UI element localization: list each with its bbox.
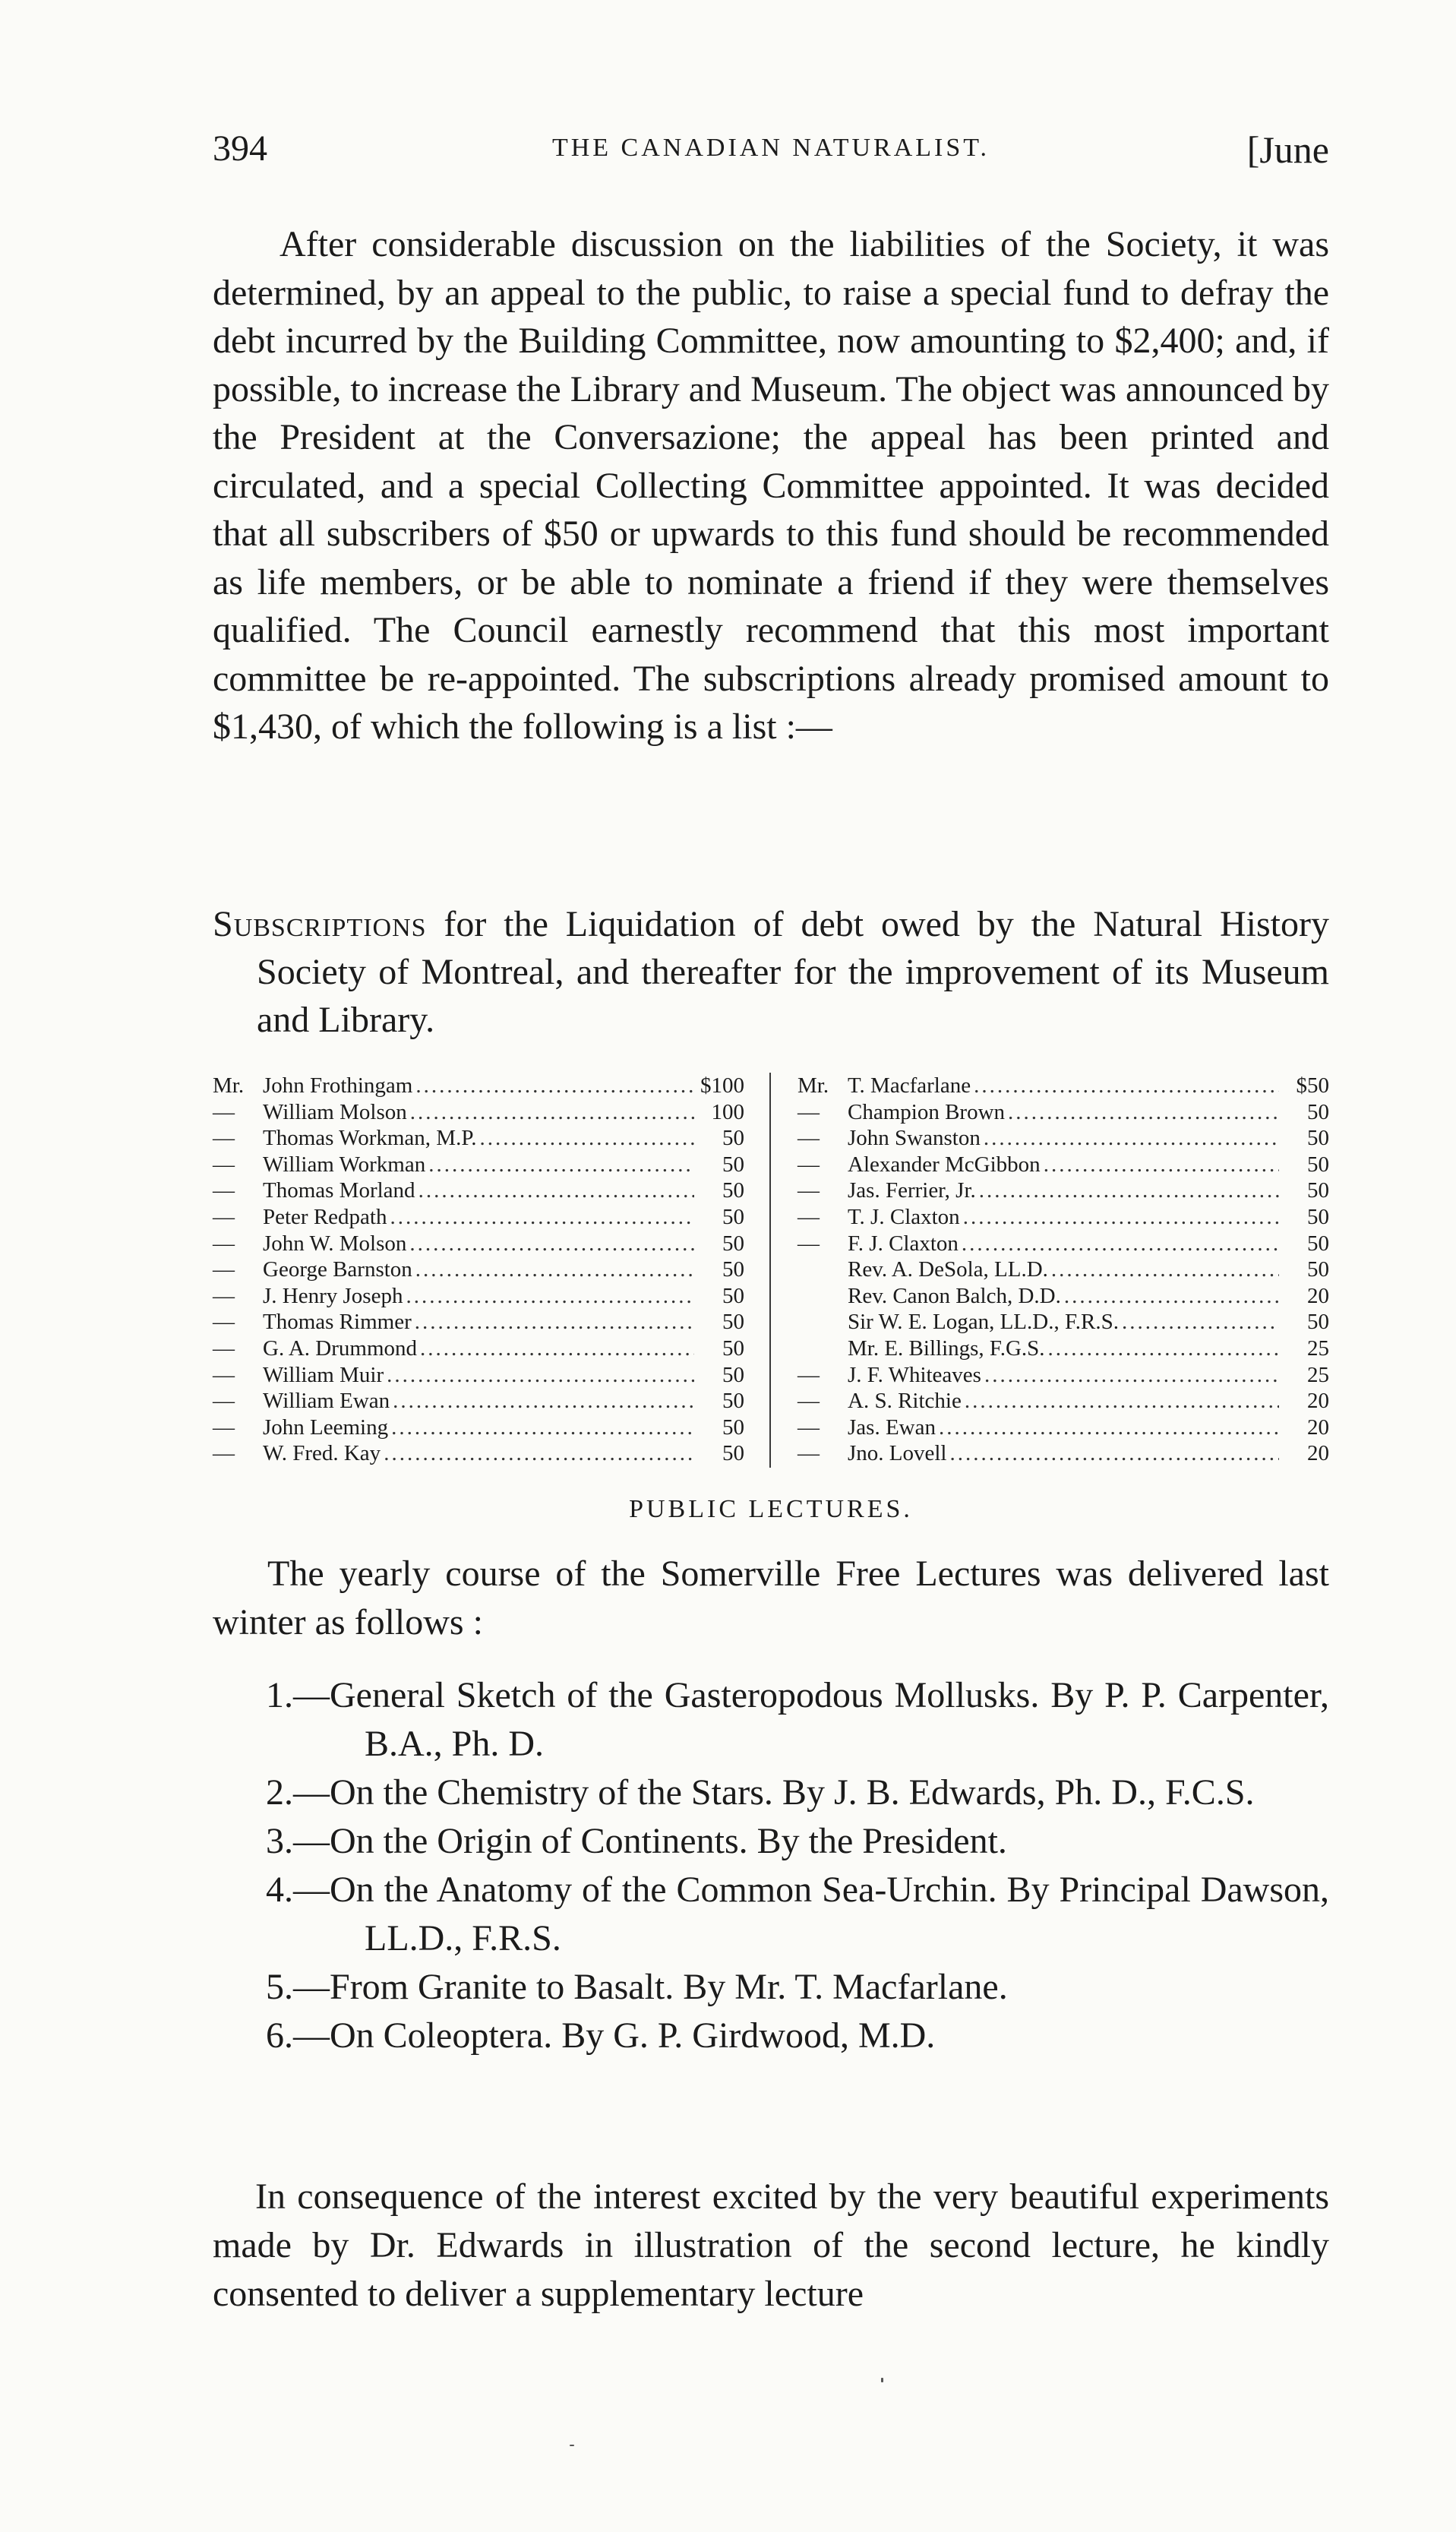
subscriber-name: T. J. Claxton bbox=[848, 1204, 960, 1229]
subscriber-name: Rev. A. DeSola, LL.D. bbox=[848, 1257, 1048, 1282]
leader-dots bbox=[984, 1125, 1279, 1152]
subscription-amount: 50 bbox=[722, 1126, 744, 1151]
subscription-amount: $100 bbox=[700, 1073, 744, 1098]
subscriber-name: Mr. E. Billings, F.G.S. bbox=[848, 1336, 1045, 1361]
subscription-row bbox=[213, 1177, 744, 1204]
subscriber-name: Rev. Canon Balch, D.D. bbox=[848, 1283, 1061, 1308]
subscription-amount: 50 bbox=[1307, 1204, 1329, 1229]
leader-dots bbox=[963, 1204, 1279, 1231]
subscription-row bbox=[797, 1152, 1329, 1178]
lecture-item: 6.—On Coleoptera. By G. P. Girdwood, M.D. bbox=[266, 2015, 936, 2056]
leader-dots bbox=[1048, 1336, 1279, 1362]
subscription-row bbox=[213, 1231, 744, 1257]
leader-dots bbox=[428, 1152, 694, 1178]
subscription-amount: 50 bbox=[722, 1336, 744, 1361]
subscriber-prefix: — bbox=[213, 1283, 235, 1308]
lectures-intro: The yearly course of the Somerville Free Lectures was delivered last winter as follows : bbox=[213, 1554, 1329, 1642]
subscriptions-left-column bbox=[213, 1073, 744, 1467]
lecture-item: 1.—General Sketch of the Gasteropodous Mollusks. By P. P. Carpenter, B.A., Ph. D. bbox=[266, 1675, 1329, 1764]
subscription-amount: 50 bbox=[1307, 1257, 1329, 1282]
subscription-amount: 25 bbox=[1307, 1362, 1329, 1387]
subscriber-name: Jno. Lovell bbox=[848, 1441, 947, 1466]
subscriptions-table bbox=[213, 1073, 1329, 1468]
subscription-amount: 50 bbox=[722, 1441, 744, 1466]
subscription-amount: 20 bbox=[1307, 1389, 1329, 1414]
subscriber-name: Peter Redpath bbox=[263, 1204, 387, 1229]
running-title: THE CANADIAN NATURALIST. bbox=[551, 134, 990, 162]
lecture-item: 5.—From Granite to Basalt. By Mr. T. Macfarlane. bbox=[266, 1967, 1008, 2007]
subscriber-name: Jas. Ewan bbox=[848, 1415, 936, 1440]
subscription-row bbox=[797, 1283, 1329, 1310]
leader-dots bbox=[1064, 1283, 1279, 1310]
subscription-amount: 50 bbox=[722, 1310, 744, 1335]
subscriber-name: Sir W. E. Logan, LL.D., F.R.S. bbox=[848, 1310, 1119, 1335]
subscription-row bbox=[797, 1309, 1329, 1336]
subscriptions-heading-lead: Subscriptions bbox=[213, 904, 427, 944]
subscription-row bbox=[213, 1204, 744, 1231]
subscription-amount: 25 bbox=[1307, 1336, 1329, 1361]
page-number: 394 bbox=[213, 128, 267, 169]
subscription-row bbox=[213, 1309, 744, 1336]
subscriber-name: John Leeming bbox=[263, 1415, 389, 1440]
leader-dots bbox=[1051, 1257, 1279, 1283]
running-header bbox=[213, 128, 1329, 196]
subscription-row bbox=[213, 1283, 744, 1310]
subscriber-name: Alexander McGibbon bbox=[848, 1152, 1041, 1177]
subscription-amount: 50 bbox=[1307, 1126, 1329, 1151]
subscription-row bbox=[213, 1073, 744, 1099]
subscription-amount: 50 bbox=[722, 1257, 744, 1282]
leader-dots bbox=[965, 1388, 1279, 1415]
leader-dots bbox=[950, 1440, 1280, 1467]
subscriber-prefix: — bbox=[213, 1415, 235, 1440]
leader-dots bbox=[1008, 1099, 1279, 1126]
subscriber-prefix: — bbox=[797, 1389, 820, 1414]
subscriber-prefix: — bbox=[213, 1310, 235, 1335]
subscriber-name: John W. Molson bbox=[263, 1231, 407, 1256]
lecture-item: 2.—On the Chemistry of the Stars. By J. B. Edwards, Ph. D., F.C.S. bbox=[266, 1772, 1255, 1813]
subscriber-name: George Barnston bbox=[263, 1257, 412, 1282]
intro-paragraph: After considerable discussion on the liabilities of the Society, it was determined, by an appeal to the public, to raise a special fund to defray the debt incurred by the Building Committee, now amounting to $2,400; and, if possible, to increase the Library and Museum. The object was announced by the President at the Conversazione; the appeal has been printed and circulated, and a special Collecting Committee appointed. It was decided that all subscribers of $50 or upwards to this fund should be recommended as life members, or be able to nominate a friend if they were themselves qualified. The Council earnestly recommend that this most important committee be re-appointed. The subscriptions already promised amount to $1,430, of which the following is a list :— bbox=[213, 224, 1329, 747]
subscriber-name: John Swanston bbox=[848, 1126, 981, 1151]
subscription-row bbox=[797, 1231, 1329, 1257]
lectures-heading: PUBLIC LECTURES. bbox=[629, 1495, 913, 1523]
leader-dots bbox=[984, 1362, 1279, 1389]
subscription-row bbox=[213, 1099, 744, 1126]
subscription-row bbox=[213, 1125, 744, 1152]
subscription-amount: 50 bbox=[722, 1283, 744, 1308]
subscription-amount: 20 bbox=[1307, 1283, 1329, 1308]
subscriptions-heading-rest: for the Liquidation of debt owed by the Natural History Society of Montreal, and thereafter for the improvement of its Museum and Library. bbox=[257, 904, 1329, 1040]
subscription-row bbox=[797, 1362, 1329, 1389]
subscription-amount: 50 bbox=[722, 1152, 744, 1177]
closing-paragraph: In consequence of the interest excited by the very beautiful experiments made by Dr. Edwards in illustration of the second lecture, he kindly consented to deliver a supplementary lecture bbox=[213, 2176, 1329, 2314]
leader-dots bbox=[480, 1125, 695, 1152]
leader-dots bbox=[409, 1231, 694, 1257]
leader-dots bbox=[387, 1362, 694, 1389]
subscription-row bbox=[213, 1415, 744, 1441]
subscriber-prefix: Mr. bbox=[797, 1073, 829, 1098]
leader-dots bbox=[415, 1073, 694, 1099]
subscription-row bbox=[797, 1204, 1329, 1231]
subscription-row bbox=[213, 1440, 744, 1467]
subscriber-name: J. Henry Joseph bbox=[263, 1283, 403, 1308]
subscriber-prefix: — bbox=[797, 1099, 820, 1124]
subscriptions-heading bbox=[213, 900, 1329, 1044]
subscriber-name: William Molson bbox=[263, 1099, 407, 1124]
leader-dots bbox=[979, 1177, 1279, 1204]
subscriber-prefix: — bbox=[213, 1336, 235, 1361]
subscription-amount: 20 bbox=[1307, 1415, 1329, 1440]
lecture-item: 3.—On the Origin of Continents. By the President. bbox=[266, 1821, 1007, 1861]
subscription-row bbox=[213, 1362, 744, 1389]
subscription-row bbox=[797, 1388, 1329, 1415]
subscriber-prefix: — bbox=[797, 1152, 820, 1177]
subscriber-prefix: — bbox=[213, 1126, 235, 1151]
subscription-amount: 50 bbox=[1307, 1310, 1329, 1335]
lecture-item: 4.—On the Anatomy of the Common Sea-Urchin. By Principal Dawson, LL.D., F.R.S. bbox=[266, 1870, 1329, 1958]
subscriber-prefix: — bbox=[797, 1126, 820, 1151]
subscriber-name: G. A. Drummond bbox=[263, 1336, 417, 1361]
subscription-row bbox=[213, 1336, 744, 1362]
subscriber-name: John Frothingam bbox=[263, 1073, 413, 1098]
subscriber-prefix: — bbox=[213, 1204, 235, 1229]
leader-dots bbox=[391, 1415, 694, 1441]
subscription-amount: 50 bbox=[1307, 1178, 1329, 1203]
subscriber-prefix: — bbox=[213, 1099, 235, 1124]
leader-dots bbox=[410, 1099, 694, 1126]
subscription-amount: 50 bbox=[722, 1204, 744, 1229]
leader-dots bbox=[406, 1283, 694, 1310]
subscription-amount: 50 bbox=[1307, 1152, 1329, 1177]
subscriber-name: W. Fred. Kay bbox=[263, 1441, 381, 1466]
subscriber-prefix: — bbox=[797, 1178, 820, 1203]
subscription-row bbox=[797, 1415, 1329, 1441]
leader-dots bbox=[418, 1177, 694, 1204]
subscriber-name: William Ewan bbox=[263, 1389, 390, 1414]
leader-dots bbox=[420, 1336, 694, 1362]
subscriber-prefix: — bbox=[213, 1389, 235, 1414]
leader-dots bbox=[939, 1415, 1279, 1441]
subscriber-prefix: — bbox=[797, 1204, 820, 1229]
subscriber-name: William Muir bbox=[263, 1362, 384, 1387]
subscriber-name: Thomas Rimmer bbox=[263, 1310, 412, 1335]
subscriber-prefix: — bbox=[797, 1415, 820, 1440]
subscriber-prefix: Mr. bbox=[213, 1073, 245, 1098]
subscriber-name: William Workman bbox=[263, 1152, 426, 1177]
subscriber-name: Champion Brown bbox=[848, 1099, 1006, 1124]
subscriber-name: Jas. Ferrier, Jr. bbox=[848, 1178, 976, 1203]
subscription-amount: $50 bbox=[1296, 1073, 1329, 1098]
subscription-row bbox=[797, 1257, 1329, 1283]
print-speck bbox=[570, 2445, 574, 2446]
subscription-amount: 50 bbox=[722, 1415, 744, 1440]
subscriber-prefix: — bbox=[213, 1152, 235, 1177]
lectures-list bbox=[213, 1671, 1329, 2060]
subscription-amount: 50 bbox=[722, 1389, 744, 1414]
subscription-row bbox=[797, 1073, 1329, 1099]
subscription-amount: 50 bbox=[1307, 1099, 1329, 1124]
leader-dots bbox=[974, 1073, 1279, 1099]
subscriber-prefix: — bbox=[797, 1362, 820, 1387]
leader-dots bbox=[384, 1440, 694, 1467]
subscriber-name: T. Macfarlane bbox=[848, 1073, 971, 1098]
subscription-row bbox=[797, 1099, 1329, 1126]
subscriber-prefix: — bbox=[213, 1362, 235, 1387]
subscription-row bbox=[797, 1336, 1329, 1362]
subscriber-name: Thomas Morland bbox=[263, 1178, 415, 1203]
issue-month: [June bbox=[1246, 128, 1329, 171]
subscriber-prefix: — bbox=[797, 1441, 820, 1466]
subscriber-prefix: — bbox=[797, 1231, 820, 1256]
subscription-row bbox=[797, 1177, 1329, 1204]
subscription-amount: 50 bbox=[722, 1231, 744, 1256]
subscription-amount: 50 bbox=[1307, 1231, 1329, 1256]
subscriber-name: F. J. Claxton bbox=[848, 1231, 959, 1256]
leader-dots bbox=[962, 1231, 1279, 1257]
subscriber-prefix: — bbox=[213, 1441, 235, 1466]
leader-dots bbox=[393, 1388, 694, 1415]
subscriber-prefix: — bbox=[213, 1231, 235, 1256]
subscription-row bbox=[213, 1257, 744, 1283]
leader-dots bbox=[415, 1309, 694, 1336]
subscriber-prefix: — bbox=[213, 1257, 235, 1282]
subscriber-name: J. F. Whiteaves bbox=[848, 1362, 981, 1387]
subscription-row bbox=[797, 1440, 1329, 1467]
leader-dots bbox=[1122, 1309, 1279, 1336]
subscription-row bbox=[213, 1388, 744, 1415]
subscription-amount: 20 bbox=[1307, 1441, 1329, 1466]
leader-dots bbox=[415, 1257, 694, 1283]
subscriber-prefix: — bbox=[213, 1178, 235, 1203]
subscriptions-right-column bbox=[797, 1073, 1329, 1467]
subscription-row bbox=[797, 1125, 1329, 1152]
subscriber-name: Thomas Workman, M.P. bbox=[263, 1126, 477, 1151]
subscription-row bbox=[213, 1152, 744, 1178]
subscription-amount: 50 bbox=[722, 1362, 744, 1387]
leader-dots bbox=[1044, 1152, 1279, 1178]
leader-dots bbox=[390, 1204, 694, 1231]
subscription-amount: 50 bbox=[722, 1178, 744, 1203]
print-speck bbox=[881, 2378, 883, 2382]
subscription-amount: 100 bbox=[711, 1099, 744, 1124]
column-divider bbox=[769, 1073, 771, 1468]
subscriber-name: A. S. Ritchie bbox=[848, 1389, 962, 1414]
